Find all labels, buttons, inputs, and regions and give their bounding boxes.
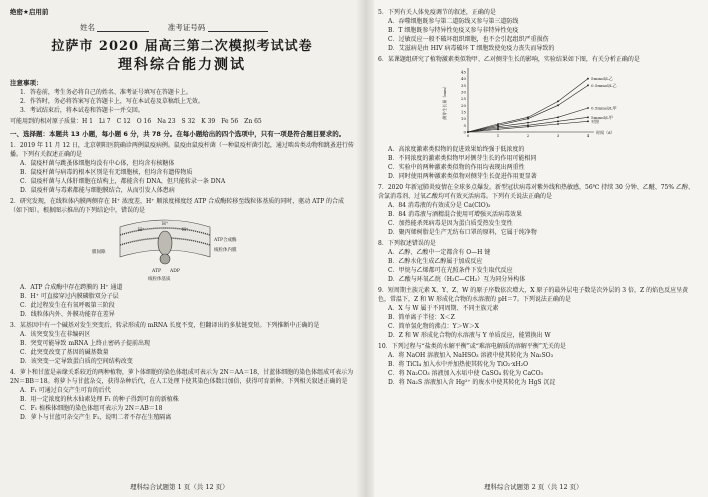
chart-lines bbox=[467, 78, 589, 133]
data-point bbox=[527, 118, 529, 120]
q3-option-c: C．此突变改变了基因的碱基数量 bbox=[20, 349, 109, 356]
q4-option-d: D．萝卜与甘蓝可杂交产生 F₁，说明二者不存在生殖隔离 bbox=[20, 414, 172, 421]
fig-matrix-label: 线粒体基质 bbox=[148, 277, 171, 281]
q1-option-d: D．鼠疫杆菌与毒素都能与细胞膜结合，从而引发人体患病 bbox=[20, 187, 175, 194]
q6-option-c: C．实验中的两种激素类似物的作用均表现出两重性 bbox=[388, 164, 525, 171]
ticket-label: 准考证号码 bbox=[167, 23, 206, 32]
series-label: 对照 bbox=[591, 118, 599, 124]
y-tick-label: 5 bbox=[463, 122, 466, 128]
growth-line-chart bbox=[438, 66, 668, 142]
q4-option-c: C．F₁ 植株体细胞的染色体组可表示为 2N＝AB＝18 bbox=[20, 405, 163, 412]
data-point bbox=[587, 107, 589, 109]
q9-option-d: D．Z 和 W 形成化合物的水溶液与 Y 单质反应，能置换出 W bbox=[388, 332, 551, 339]
series-label: 5mmol/L乙 bbox=[591, 76, 613, 82]
fig-space-label: 膜间隙 bbox=[92, 250, 106, 255]
q8-option-d: D．乙酸与环氧乙烷（H₂C—CH₂）互为同分异构体 bbox=[388, 276, 526, 283]
svg-text:H⁺: H⁺ bbox=[138, 228, 145, 233]
atomic-masses: 可能用到的相对原子质量：H 1 Li 7 C 12 O 16 Na 23 S 32 K 39 Fe 56 Zn 65 bbox=[10, 118, 262, 125]
q10-option-c: C．将 Na₂CO₃ 溶液加入水垢中使 CaSO₄ 转化为 CaCO₃ bbox=[388, 370, 543, 377]
y-tick-label: 0 bbox=[463, 129, 466, 135]
series-label: 5mmol/L甲 bbox=[591, 114, 613, 120]
fig-adp-label: ADP bbox=[170, 269, 180, 274]
data-point bbox=[587, 120, 589, 122]
x-tick-label: 2 bbox=[526, 133, 530, 138]
question-10: 10．下列过程与“盐类的水解平衡”或“难溶电解质的溶解平衡”无关的是 bbox=[378, 343, 566, 350]
series-label: 0.5mmol/L甲 bbox=[591, 105, 617, 111]
y-tick-label: 15 bbox=[460, 109, 466, 115]
data-point bbox=[557, 100, 559, 102]
q3-option-d: D．该突变一定导致蛋白质的空间结构改变 bbox=[20, 358, 133, 365]
binding-fold-shadow bbox=[356, 0, 374, 497]
question-8: 8．下列叙述错误的是 bbox=[378, 240, 436, 247]
y-tick-label: 25 bbox=[460, 96, 466, 102]
note-2: 2．作答时，务必将答案写在答题卡上，写在本试卷及草稿纸上无效。 bbox=[20, 98, 204, 105]
y-tick-label: 20 bbox=[460, 102, 466, 108]
q10-option-b: B．将 TiCl₄ 加入水中并加热使其转化为 TiO₂·xH₂O bbox=[388, 361, 529, 368]
q8-option-b: B．乙醇水化生成乙醇属于加成反应 bbox=[388, 258, 483, 265]
q3-option-a: A．该突变发生在非编码区 bbox=[20, 331, 91, 338]
q10-option-d: D．将 Na₂S 溶液加入含 Hg²⁺ 的废水中使其转化为 HgS 沉淀 bbox=[388, 379, 556, 386]
mitochondria-diagram bbox=[90, 217, 240, 281]
fig-inner-label: 线粒体内膜 bbox=[214, 248, 237, 253]
y-tick-label: 40 bbox=[460, 76, 466, 82]
q3-option-b: B．突变可能导致 mRNA 上终止密码子提前出现 bbox=[20, 340, 151, 347]
x-tick-label: 4 bbox=[586, 133, 590, 138]
data-point bbox=[557, 123, 559, 125]
data-point bbox=[587, 84, 589, 86]
q4-option-b: B．用一定浓度的秋水仙素处理 F₁ 的种子得到可育的新植株 bbox=[20, 396, 179, 403]
question-6: 6．某课题组研究了植物激素类似物甲、乙对侧芽生长的影响，实验结果如下图，有关分析正确的是 bbox=[378, 56, 640, 63]
q6-option-d: D．同时使用两种激素类似物对侧芽生长促进作用更显著 bbox=[388, 173, 537, 180]
data-point bbox=[527, 122, 529, 124]
question-9: 9．短周期主族元素 X、Y、Z、W 的原子序数依次增大，X 原子的最外层电子数是次外层的 3 倍，Z 的焰色反应呈黄色，常温下，Z 和 W 形成化合物的水溶液的 pH＝7。下列说法正确的是 bbox=[378, 287, 689, 303]
data-point bbox=[587, 116, 589, 118]
q7-option-a: A．84 消毒液的有效成分是 Ca(ClO)₂ bbox=[388, 202, 491, 209]
question-7: 7．2020 年新冠肺炎疫情在全球多点爆发。新型冠状病毒对紫外线和热敏感，56℃ 持续 30 分钟、乙醚、75% 乙醇、含氯消毒剂、过氧乙酸均可有效灭活病毒。下列有关说法正确的是 bbox=[378, 184, 694, 200]
q5-option-c: C．过敏反应一般不破坏组织细胞，也不会引起组织严重损伤 bbox=[388, 36, 549, 43]
q5-option-b: B．T 细胞既参与特异性免疫又参与非特异性免疫 bbox=[388, 27, 519, 34]
page-1-footer: 理科综合试题第 1 页（共 12 页） bbox=[130, 483, 229, 491]
data-point bbox=[497, 128, 499, 130]
fig-enzyme-label: ATP合成酶 bbox=[214, 238, 237, 243]
q5-option-a: A．吞噬细胞既参与第二道防线又参与第三道防线 bbox=[388, 18, 519, 25]
name-row bbox=[80, 23, 354, 32]
q10-option-a: A．将 NaOH 溶液加入 NaHSO₃ 溶液中使其转化为 Na₂SO₃ bbox=[388, 352, 554, 359]
name-label: 姓名 bbox=[80, 23, 95, 32]
page-2-footer: 理科综合试题第 2 页（共 12 页） bbox=[484, 483, 583, 491]
x-tick-label: 3 bbox=[556, 133, 560, 138]
q6-option-b: B．不同浓度的激素类似物甲对侧芽生长的作用可能相同 bbox=[388, 155, 537, 162]
data-point bbox=[557, 120, 559, 122]
q2-option-c: C．此过程发生在有氧呼吸第三阶段 bbox=[20, 302, 115, 309]
question-5: 5．下列有关人体免疫调节的叙述，正确的是 bbox=[378, 9, 496, 16]
ticket-blank[interactable] bbox=[208, 24, 268, 32]
data-point bbox=[527, 126, 529, 128]
q1-option-c: C．鼠疫杆菌与人体肝细胞在结构上，都能含有 DNA，但只能转录一条 DNA bbox=[20, 178, 226, 185]
page-2 bbox=[364, 0, 708, 497]
x-tick-label: 1 bbox=[496, 133, 500, 138]
q7-option-b: B．84 消毒液与酒精混合使用可增强灭活病毒效果 bbox=[388, 211, 522, 218]
q7-option-d: D．聚丙烯树脂是生产无纺布口罩的原料，它属于纯净物 bbox=[388, 229, 537, 236]
q9-option-c: C．简单氢化物的沸点：Y＞W＞X bbox=[388, 323, 479, 330]
question-3: 3．某基因中有一个碱基对发生突变后，转录形成的 mRNA 长度不变，但翻译出的多肽链变短。下列推断中正确的是 bbox=[10, 322, 320, 329]
chart-labels bbox=[441, 70, 617, 139]
q2-option-d: D．线粒体内外、外膜功能存在差异 bbox=[20, 311, 115, 318]
exam-title: 拉萨市 2020 届高三第二次模拟考试试卷 bbox=[51, 39, 313, 54]
data-point bbox=[587, 78, 589, 80]
data-point bbox=[557, 116, 559, 118]
x-axis-title: 时间（d） bbox=[596, 130, 615, 135]
q4-option-a: A．F₁ 可通过自交产生可育的后代 bbox=[20, 387, 111, 394]
q8-option-a: A．乙醇、乙酸中一定都含有 O—H 键 bbox=[388, 249, 491, 256]
note-3: 3．考试结束后，将本试卷和答题卡一并交回。 bbox=[20, 107, 144, 114]
q1-option-b: B．鼠疫杆菌与病毒的根本区别是有无细胞核，但均含有遗传物质 bbox=[20, 169, 193, 176]
q9-option-b: B．简单离子半径：X＜Z bbox=[388, 314, 455, 321]
y-tick-label: 35 bbox=[460, 82, 466, 88]
notes-title: 注意事项： bbox=[10, 79, 43, 87]
series-label: 0.5mmol/L乙 bbox=[591, 82, 617, 88]
q9-option-a: A．X 与 W 属于不同周期、不同主族元素 bbox=[388, 305, 499, 312]
q1-option-a: A．鼠疫杆菌与跳蚤体细胞均没有中心体，但均含有核糖体 bbox=[20, 160, 175, 167]
question-1: 1．2019 年 11 月 12 日，北京朝阳医院确诊两例鼠疫病例。鼠疫由鼠疫杆菌（一种鼠疫杆菌引起，通过啮齿类动物和跳蚤进行传播。下列有关叙述正确的是 bbox=[10, 142, 354, 158]
question-2: 2．研究发现，在线粒体内膜两侧存在 H⁺ 浓度差，H⁺ 顺浓度梯度经 ATP 合成酶转移至线粒体基质的同时，驱动 ATP 的合成（如下图）。根据图示推出的下列结论中，错误的是 bbox=[10, 198, 345, 214]
q5-option-d: D．艾滋病是由 HIV 病毒破坏 T 细胞致使免疫力丧失而导致的 bbox=[388, 45, 555, 52]
x-tick-label: 0 bbox=[466, 133, 470, 138]
q6-option-a: A．高浓度激素类似物的促进效果始终强于低浓度的 bbox=[388, 146, 525, 153]
q8-option-c: C．甲烷与乙烯都可在光照条件下发生取代反应 bbox=[388, 267, 513, 274]
data-point bbox=[557, 104, 559, 106]
mitochondria-figure bbox=[10, 217, 354, 281]
svg-text:H⁺: H⁺ bbox=[182, 228, 189, 233]
q7-option-c: C．加热能杀死病毒是因为蛋白质受热发生变性 bbox=[388, 220, 513, 227]
q2-option-a: A．ATP 合成酶中存在跨膜的 H⁺ 通道 bbox=[20, 284, 123, 291]
section-1-heading: 一、选择题：本题共 13 小题，每小题 6 分，共 78 分。在每小题给出的四个选项中，只有一项是符合题目要求的。 bbox=[10, 130, 346, 138]
secret-mark: 绝密★启用前 bbox=[10, 8, 49, 16]
name-blank[interactable] bbox=[97, 24, 149, 32]
exam-subtitle: 理科综合能力测试 bbox=[118, 57, 246, 73]
note-1: 1．答卷前，考生务必将自己的姓名、准考证号填写在答题卡上。 bbox=[20, 89, 192, 96]
y-tick-label: 45 bbox=[460, 69, 466, 75]
series-line bbox=[468, 79, 588, 132]
svg-text:H⁺: H⁺ bbox=[162, 222, 169, 227]
y-tick-label: 10 bbox=[460, 116, 466, 122]
fig-atp-label: ATP bbox=[152, 269, 162, 274]
q2-option-b: B．H⁺ 可直接穿过内膜磷脂双分子层 bbox=[20, 293, 119, 300]
question-4: 4．萝卜和甘蓝是亲缘关系较近的两种植物，萝卜体细胞的染色体组成可表示为 2N＝AA＝18，甘蓝体细胞的染色体组成可表示为 2N＝BB＝18。将萝卜与甘蓝杂交，获得杂种后代，在人工处理下使其染色体数目加倍，获得可育新种。下列相关叙述正确的是 bbox=[10, 369, 354, 385]
y-tick-label: 30 bbox=[460, 89, 466, 95]
y-axis-title: 侧芽生长量（mm） bbox=[442, 84, 447, 120]
